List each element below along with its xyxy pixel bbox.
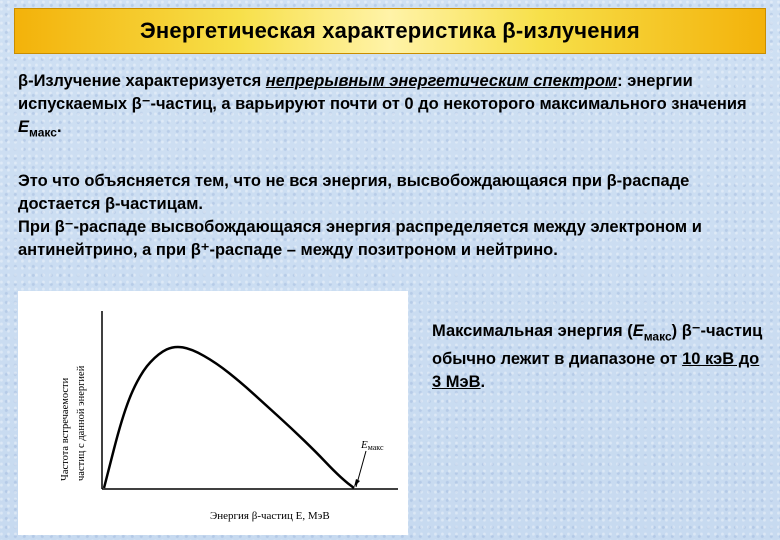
y-axis-label-2: частиц с данной энергией	[76, 365, 87, 481]
paragraph-explanation	[18, 170, 770, 262]
y-axis-label-1: Частота встречаемости	[60, 377, 71, 481]
emax-symbol: E	[18, 118, 30, 136]
emphasis-continuous-spectrum: непрерывным энергетическим спектром	[265, 72, 618, 90]
note-text-1: Максимальная энергия (	[432, 322, 633, 340]
note-emax-symbol: E	[632, 322, 644, 340]
emax-annotation	[360, 439, 384, 452]
paragraph-spectrum	[18, 70, 770, 144]
paragraph-lead: β-Излучение характеризуется	[18, 72, 266, 90]
emax-annotation-sub: макс	[367, 443, 384, 452]
note-emax-range	[432, 320, 772, 394]
explanation-line-2: При β⁻-распаде высвобождающаяся энергия распределяется между электроном и антинейтрино, а при β⁺-распаде – между позитроном и нейтрино.	[18, 218, 702, 259]
note-energy-range: 10 кэВ до 3 МэВ	[432, 350, 760, 392]
spectrum-curve	[104, 347, 354, 488]
spectrum-chart	[18, 291, 408, 535]
paragraph-end: .	[56, 118, 62, 136]
paragraph-rest: : энергии испускаемых β⁻-частиц, а варьируют почти от 0 до некоторого максимального значения	[18, 72, 747, 113]
title-bar	[14, 8, 766, 54]
note-text-2: β⁻-частиц обычно лежит в диапазоне от	[432, 322, 763, 369]
note-close-paren: )	[671, 322, 678, 340]
emax-arrowhead	[354, 479, 360, 487]
x-axis-label: Энергия β-частиц E, МэВ	[210, 510, 330, 522]
page-title: Энергетическая характеристика β-излучения	[140, 18, 640, 43]
note-end: .	[480, 373, 486, 392]
note-emax-subscript: макс	[643, 329, 672, 344]
explanation-line-1: Это что объясняется тем, что не вся энергия, высвобождающаяся при β-распаде достается β-частицам.	[18, 172, 690, 213]
emax-annotation-main: E	[361, 439, 368, 451]
emax-subscript: макс	[29, 125, 57, 140]
spectrum-chart-svg	[18, 291, 408, 535]
